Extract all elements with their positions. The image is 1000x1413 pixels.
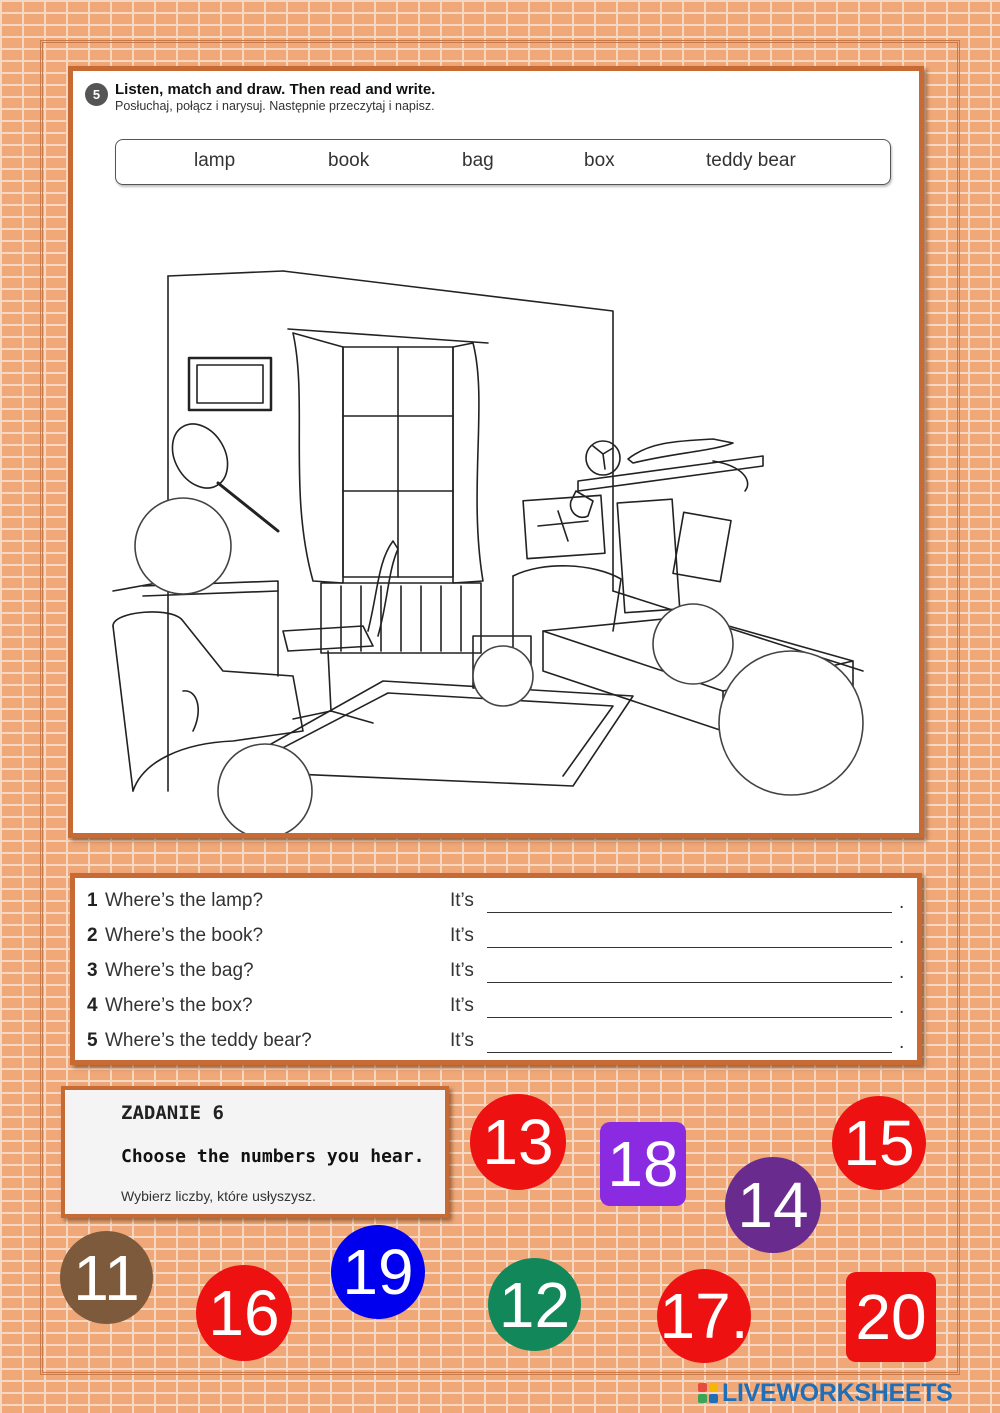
question-text: Where’s the bag? (105, 960, 254, 981)
number-option-12[interactable]: 12 (488, 1258, 581, 1351)
answer-field[interactable] (487, 947, 892, 948)
drop-circle-5[interactable] (218, 744, 312, 833)
drop-circle-3[interactable] (473, 646, 533, 706)
question-text: Where’s the box? (105, 995, 253, 1016)
bedroom-illustration (73, 71, 919, 833)
number-option-14[interactable]: 14 (725, 1157, 821, 1253)
number-option-19[interactable]: 19 (331, 1225, 425, 1319)
answer-prefix: It’s (450, 995, 474, 1016)
logo-mark-icon (698, 1383, 718, 1403)
word-teddy-bear[interactable]: teddy bear (706, 150, 796, 171)
question-number: 4 (87, 995, 98, 1016)
question-number: 1 (87, 890, 98, 911)
word-box[interactable]: box (584, 150, 615, 171)
answer-prefix: It’s (450, 890, 474, 911)
question-row (87, 1028, 907, 1058)
questions-panel (70, 873, 922, 1065)
question-row (87, 923, 907, 953)
logo-text: LIVEWORKSHEETS (722, 1378, 953, 1407)
number-option-20[interactable]: 20 (846, 1272, 936, 1362)
answer-field[interactable] (487, 982, 892, 983)
task-6-instruction-pl: Wybierz liczby, które usłyszysz. (121, 1188, 316, 1204)
question-row (87, 888, 907, 918)
liveworksheets-logo (698, 1380, 953, 1406)
question-text: Where’s the lamp? (105, 890, 264, 911)
word-bank (115, 139, 891, 185)
drop-circle-4[interactable] (719, 651, 863, 795)
task-6-heading: ZADANIE 6 (121, 1102, 224, 1124)
answer-prefix: It’s (450, 960, 474, 981)
number-option-13[interactable]: 13 (470, 1094, 566, 1190)
number-option-15[interactable]: 15 (832, 1096, 926, 1190)
answer-field[interactable] (487, 1052, 892, 1053)
number-option-11[interactable]: 11 (60, 1231, 153, 1324)
answer-period: . (899, 962, 905, 983)
answer-prefix: It’s (450, 925, 474, 946)
number-option-17[interactable]: 17. (657, 1269, 751, 1363)
number-option-18[interactable]: 18 (600, 1122, 686, 1206)
question-number: 3 (87, 960, 98, 981)
question-number: 5 (87, 1030, 98, 1051)
drop-circle-1[interactable] (135, 498, 231, 594)
question-number: 2 (87, 925, 98, 946)
answer-period: . (899, 892, 905, 913)
word-lamp[interactable]: lamp (194, 150, 236, 171)
question-row (87, 958, 907, 988)
answer-prefix: It’s (450, 1030, 474, 1051)
answer-period: . (899, 997, 905, 1018)
word-bag[interactable]: bag (462, 150, 494, 171)
exercise-title: Listen, match and draw. Then read and write. (115, 81, 436, 98)
exercise-subtitle: Posłuchaj, połącz i narysuj. Następnie przeczytaj i napisz. (115, 99, 435, 113)
answer-field[interactable] (487, 1017, 892, 1018)
question-row (87, 993, 907, 1023)
answer-field[interactable] (487, 912, 892, 913)
question-text: Where’s the teddy bear? (105, 1030, 312, 1051)
answer-period: . (899, 927, 905, 948)
exercise-5-panel (68, 66, 924, 838)
task-6-instruction: Choose the numbers you hear. (121, 1146, 425, 1167)
question-text: Where’s the book? (105, 925, 264, 946)
word-book[interactable]: book (328, 150, 370, 171)
drop-circle-2[interactable] (653, 604, 733, 684)
number-option-16[interactable]: 16 (196, 1265, 292, 1361)
task-6-panel (61, 1086, 449, 1218)
exercise-number-badge: 5 (85, 83, 108, 106)
answer-period: . (899, 1032, 905, 1053)
